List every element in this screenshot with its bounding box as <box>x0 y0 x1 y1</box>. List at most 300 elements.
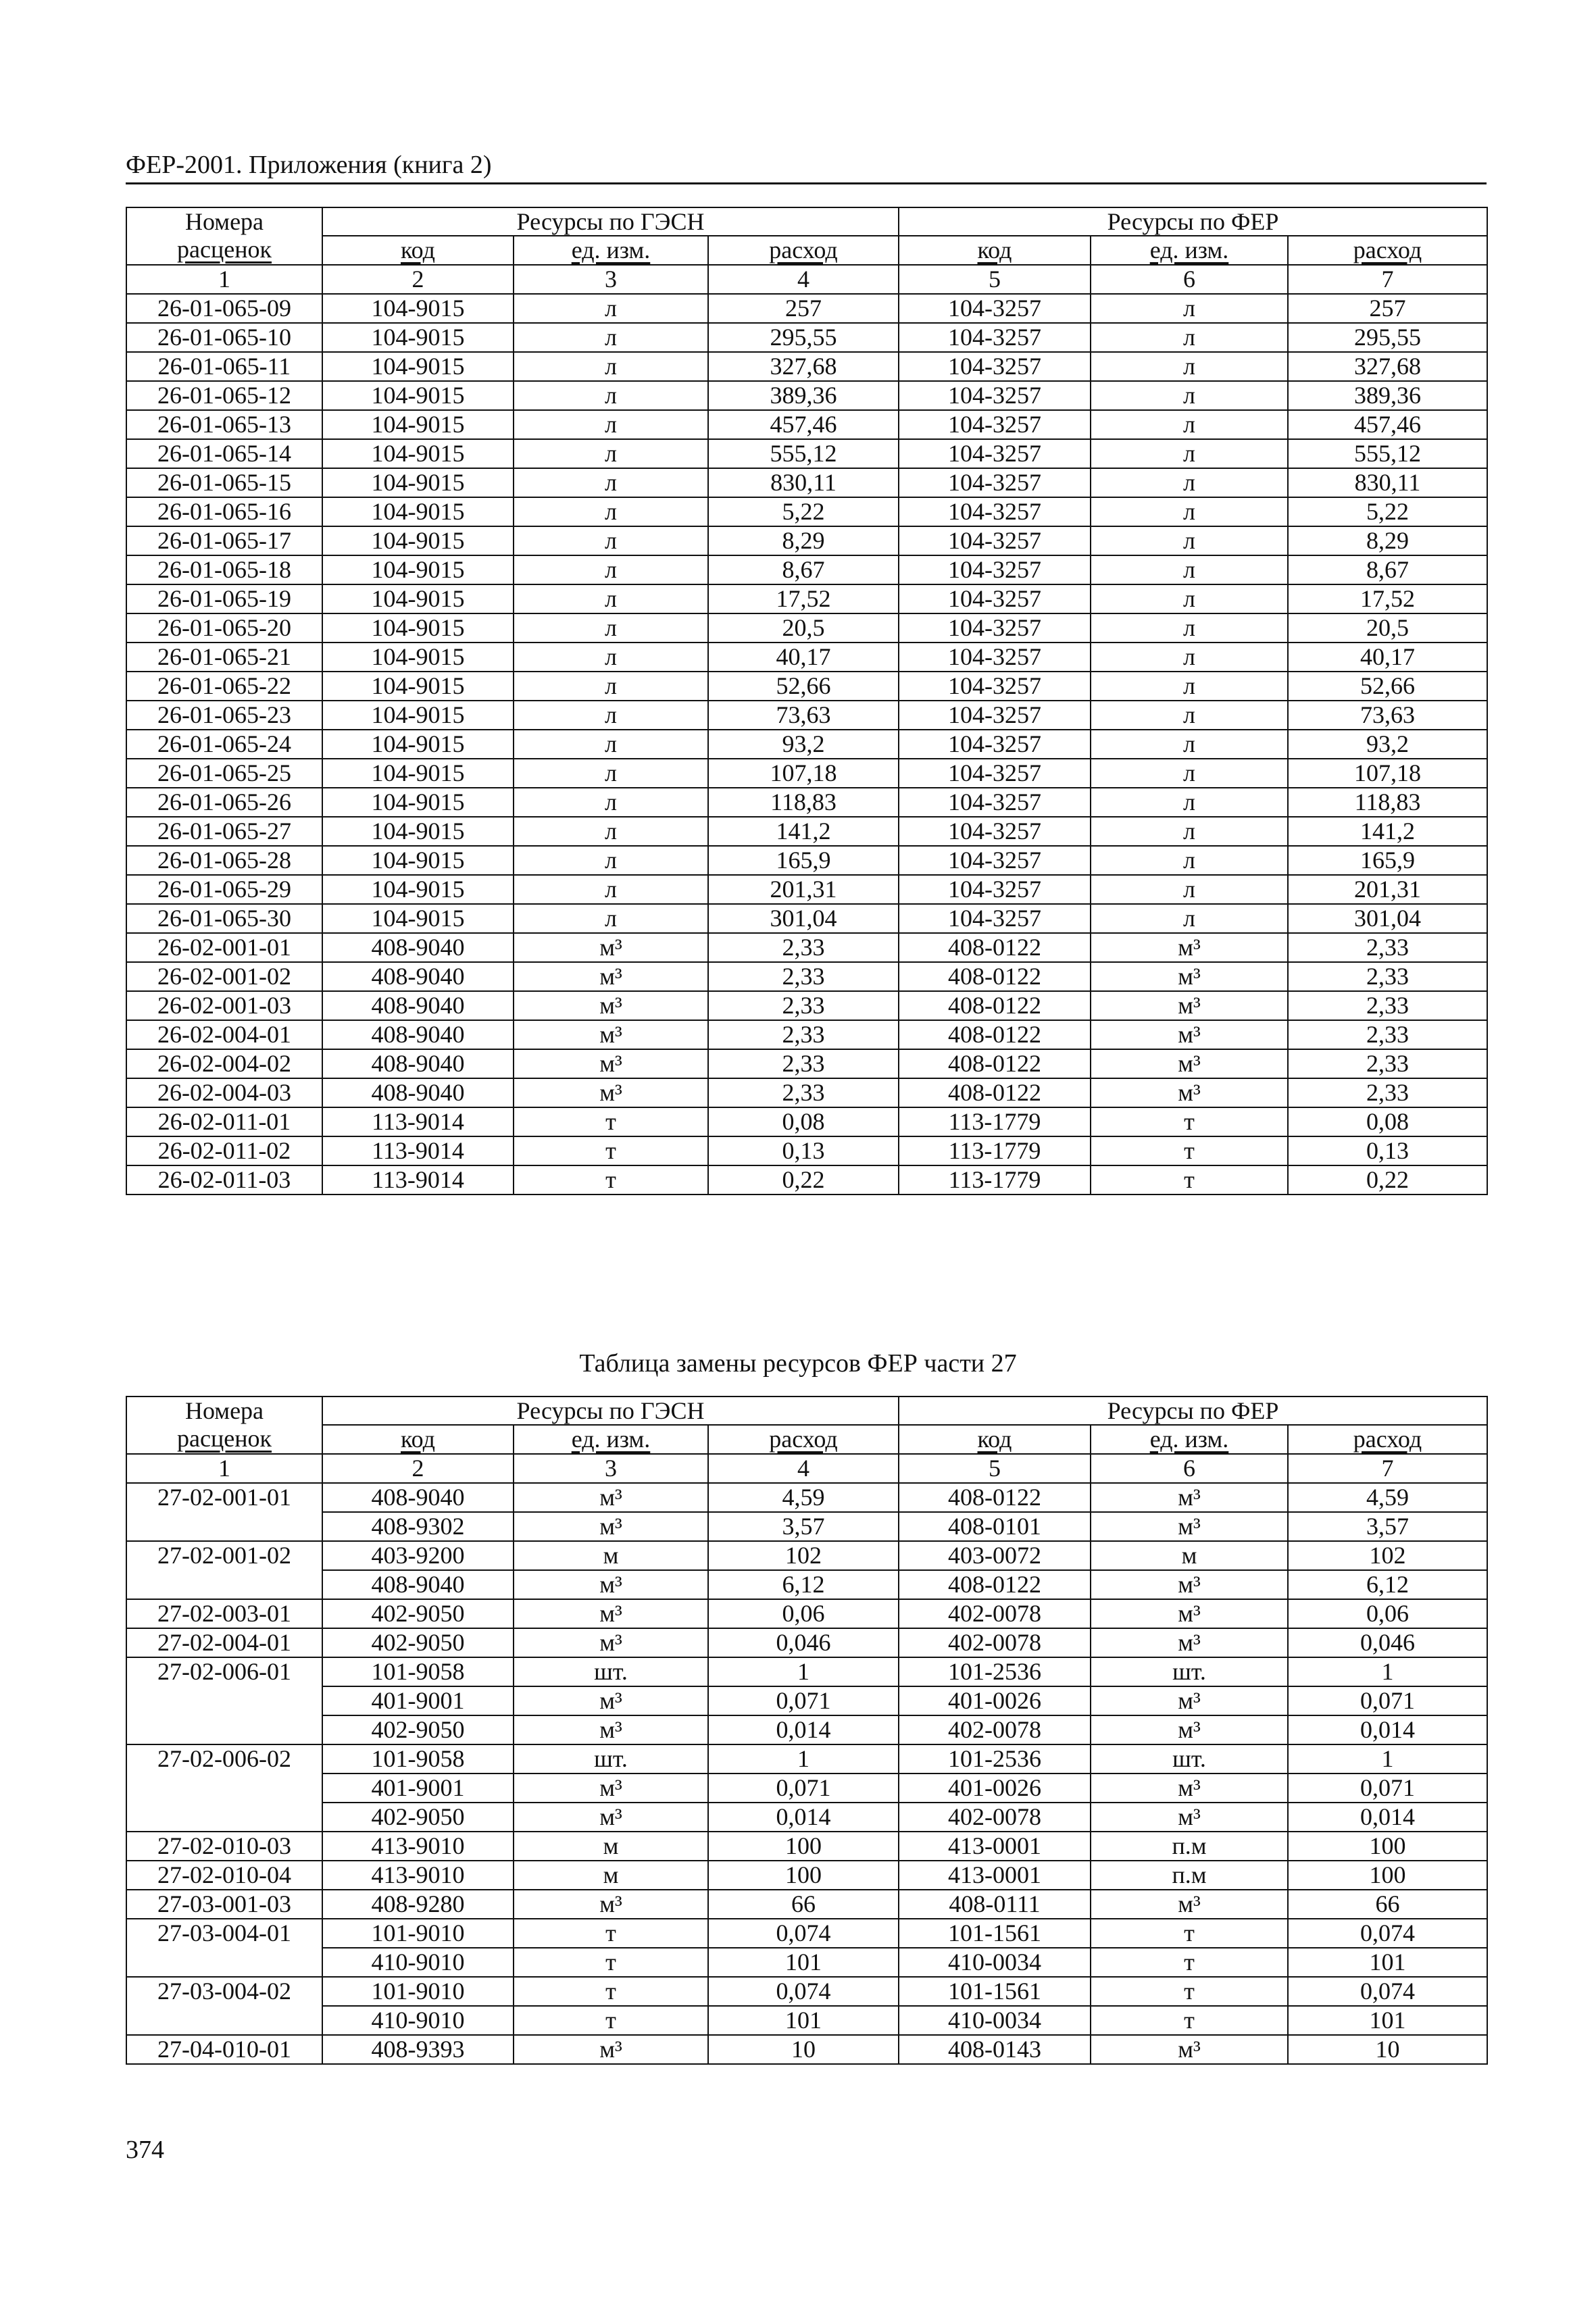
column-number: 5 <box>899 1454 1091 1483</box>
fer-unit-cell: л <box>1091 584 1288 613</box>
header-rates: расценок <box>126 1425 322 1454</box>
table-row <box>126 294 1487 323</box>
fer-amount-cell: 0,22 <box>1288 1165 1487 1194</box>
fer-amount-cell: 3,57 <box>1288 1512 1487 1541</box>
gesn-code-cell: 104-9015 <box>322 788 514 817</box>
gesn-code-cell: 408-9040 <box>322 1020 514 1049</box>
table-row <box>126 701 1487 730</box>
fer-amount-cell: 0,074 <box>1288 1919 1487 1948</box>
fer-amount-cell: 52,66 <box>1288 672 1487 701</box>
rate-number-cell: 26-02-004-01 <box>126 1020 322 1049</box>
gesn-amount-cell: 107,18 <box>708 759 899 788</box>
gesn-code-cell: 408-9040 <box>322 933 514 962</box>
fer-code-cell: 402-0078 <box>899 1715 1091 1744</box>
header-numbers: Номера <box>126 1397 322 1425</box>
gesn-code-cell: 104-9015 <box>322 701 514 730</box>
gesn-amount-cell: 555,12 <box>708 439 899 468</box>
gesn-code-cell: 413-9010 <box>322 1832 514 1861</box>
table-row <box>126 875 1487 904</box>
header-numbers: Номера <box>126 207 322 236</box>
fer-unit-cell: шт. <box>1091 1657 1288 1686</box>
fer-amount-cell: 295,55 <box>1288 323 1487 352</box>
fer-code-cell: 104-3257 <box>899 701 1091 730</box>
fer-unit-cell: м³ <box>1091 1483 1288 1512</box>
gesn-unit-cell: л <box>514 875 708 904</box>
gesn-amount-cell: 1 <box>708 1744 899 1774</box>
fer-unit-cell: м³ <box>1091 962 1288 991</box>
fer-code-cell: 402-0078 <box>899 1628 1091 1657</box>
fer-unit-cell: м³ <box>1091 1686 1288 1715</box>
table-row <box>126 439 1487 468</box>
table-row <box>126 1686 1487 1715</box>
gesn-unit-cell: л <box>514 730 708 759</box>
gesn-unit-cell: м³ <box>514 1570 708 1599</box>
fer-code-cell: 104-3257 <box>899 381 1091 410</box>
fer-code-cell: 402-0078 <box>899 1803 1091 1832</box>
table-row <box>126 1512 1487 1541</box>
table-row <box>126 352 1487 381</box>
fer-unit-cell: м <box>1091 1541 1288 1570</box>
gesn-code-cell: 104-9015 <box>322 759 514 788</box>
fer-amount-cell: 457,46 <box>1288 410 1487 439</box>
rate-number-cell: 26-01-065-20 <box>126 613 322 643</box>
fer-code-cell: 408-0122 <box>899 933 1091 962</box>
fer-unit-cell: м³ <box>1091 2035 1288 2064</box>
column-number: 7 <box>1288 265 1487 294</box>
column-number: 6 <box>1091 265 1288 294</box>
table-row <box>126 933 1487 962</box>
fer-code-cell: 402-0078 <box>899 1599 1091 1628</box>
gesn-unit-cell: м³ <box>514 1483 708 1512</box>
fer-code-cell: 104-3257 <box>899 497 1091 526</box>
table-row <box>126 2006 1487 2035</box>
gesn-code-cell: 104-9015 <box>322 526 514 555</box>
fer-amount-cell: 555,12 <box>1288 439 1487 468</box>
rate-number-cell: 26-01-065-18 <box>126 555 322 584</box>
header-fer-group: Ресурсы по ФЕР <box>899 207 1487 236</box>
fer-unit-cell: л <box>1091 846 1288 875</box>
gesn-unit-cell: л <box>514 788 708 817</box>
table-row <box>126 1541 1487 1570</box>
rate-number-cell: 26-02-001-03 <box>126 991 322 1020</box>
column-number: 3 <box>514 1454 708 1483</box>
gesn-amount-cell: 101 <box>708 1948 899 1977</box>
fer-amount-cell: 0,074 <box>1288 1977 1487 2006</box>
header-column-label: расход <box>708 1425 899 1454</box>
column-number: 4 <box>708 265 899 294</box>
gesn-amount-cell: 2,33 <box>708 1049 899 1078</box>
gesn-unit-cell: м³ <box>514 1686 708 1715</box>
rate-number-cell: 26-01-065-13 <box>126 410 322 439</box>
gesn-code-cell: 104-9015 <box>322 410 514 439</box>
fer-code-cell: 104-3257 <box>899 875 1091 904</box>
gesn-unit-cell: л <box>514 672 708 701</box>
fer-unit-cell: л <box>1091 788 1288 817</box>
table-row <box>126 1919 1487 1948</box>
gesn-amount-cell: 0,046 <box>708 1628 899 1657</box>
gesn-unit-cell: т <box>514 1919 708 1948</box>
gesn-unit-cell: м³ <box>514 991 708 1020</box>
gesn-unit-cell: м³ <box>514 1049 708 1078</box>
gesn-unit-cell: м³ <box>514 1628 708 1657</box>
rate-number-cell: 26-01-065-12 <box>126 381 322 410</box>
gesn-unit-cell: л <box>514 817 708 846</box>
rate-number-cell: 26-02-004-03 <box>126 1078 322 1107</box>
header-column-label: ед. изм. <box>1091 236 1288 265</box>
fer-unit-cell: л <box>1091 439 1288 468</box>
fer-amount-cell: 2,33 <box>1288 1020 1487 1049</box>
gesn-code-cell: 408-9393 <box>322 2035 514 2064</box>
fer-amount-cell: 102 <box>1288 1541 1487 1570</box>
fer-code-cell: 104-3257 <box>899 730 1091 759</box>
gesn-unit-cell: шт. <box>514 1744 708 1774</box>
rate-number-cell: 27-04-010-01 <box>126 2035 322 2064</box>
rate-number-cell: 26-01-065-25 <box>126 759 322 788</box>
header-fer-group: Ресурсы по ФЕР <box>899 1397 1487 1425</box>
table-row <box>126 1803 1487 1832</box>
fer-amount-cell: 327,68 <box>1288 352 1487 381</box>
gesn-unit-cell: м <box>514 1832 708 1861</box>
column-number: 1 <box>126 265 322 294</box>
header-row-groups <box>126 1397 1487 1425</box>
rate-number-cell: 26-02-004-02 <box>126 1049 322 1078</box>
column-number: 2 <box>322 1454 514 1483</box>
table-body <box>126 294 1487 1194</box>
gesn-code-cell: 408-9040 <box>322 1570 514 1599</box>
gesn-amount-cell: 10 <box>708 2035 899 2064</box>
gesn-code-cell: 104-9015 <box>322 643 514 672</box>
gesn-code-cell: 402-9050 <box>322 1628 514 1657</box>
fer-unit-cell: т <box>1091 1165 1288 1194</box>
table-row <box>126 2035 1487 2064</box>
gesn-amount-cell: 101 <box>708 2006 899 2035</box>
rate-number-cell: 26-01-065-30 <box>126 904 322 933</box>
rate-number-cell: 26-01-065-15 <box>126 468 322 497</box>
fer-code-cell: 101-1561 <box>899 1919 1091 1948</box>
fer-unit-cell: л <box>1091 497 1288 526</box>
gesn-unit-cell: м³ <box>514 1803 708 1832</box>
gesn-code-cell: 104-9015 <box>322 817 514 846</box>
fer-code-cell: 104-3257 <box>899 672 1091 701</box>
gesn-code-cell: 408-9040 <box>322 1078 514 1107</box>
table-head <box>126 207 1487 294</box>
fer-unit-cell: л <box>1091 410 1288 439</box>
gesn-code-cell: 104-9015 <box>322 294 514 323</box>
table-body <box>126 1483 1487 2064</box>
fer-unit-cell: м³ <box>1091 991 1288 1020</box>
table-row <box>126 1890 1487 1919</box>
rate-number-cell: 26-02-001-02 <box>126 962 322 991</box>
gesn-unit-cell: м³ <box>514 1512 708 1541</box>
gesn-unit-cell: л <box>514 904 708 933</box>
table-row <box>126 817 1487 846</box>
gesn-amount-cell: 93,2 <box>708 730 899 759</box>
fer-unit-cell: м³ <box>1091 1774 1288 1803</box>
column-number: 1 <box>126 1454 322 1483</box>
gesn-unit-cell: м³ <box>514 1715 708 1744</box>
fer-amount-cell: 40,17 <box>1288 643 1487 672</box>
rate-number-cell: 27-02-010-04 <box>126 1861 322 1890</box>
gesn-amount-cell: 830,11 <box>708 468 899 497</box>
fer-code-cell: 408-0122 <box>899 1483 1091 1512</box>
gesn-code-cell: 104-9015 <box>322 730 514 759</box>
fer-unit-cell: т <box>1091 1136 1288 1165</box>
fer-code-cell: 104-3257 <box>899 439 1091 468</box>
gesn-unit-cell: т <box>514 1977 708 2006</box>
fer-code-cell: 408-0122 <box>899 1020 1091 1049</box>
fer-unit-cell: л <box>1091 613 1288 643</box>
table-row <box>126 1744 1487 1774</box>
fer-unit-cell: л <box>1091 294 1288 323</box>
gesn-unit-cell: л <box>514 846 708 875</box>
fer-amount-cell: 201,31 <box>1288 875 1487 904</box>
gesn-code-cell: 402-9050 <box>322 1715 514 1744</box>
fer-unit-cell: м³ <box>1091 1803 1288 1832</box>
gesn-code-cell: 410-9010 <box>322 1948 514 1977</box>
gesn-amount-cell: 118,83 <box>708 788 899 817</box>
table-row <box>126 904 1487 933</box>
fer-amount-cell: 1 <box>1288 1744 1487 1774</box>
table-row <box>126 526 1487 555</box>
fer-amount-cell: 301,04 <box>1288 904 1487 933</box>
fer-code-cell: 113-1779 <box>899 1136 1091 1165</box>
rate-number-cell: 26-01-065-17 <box>126 526 322 555</box>
fer-amount-cell: 20,5 <box>1288 613 1487 643</box>
fer-amount-cell: 100 <box>1288 1832 1487 1861</box>
column-number: 6 <box>1091 1454 1288 1483</box>
fer-amount-cell: 830,11 <box>1288 468 1487 497</box>
gesn-code-cell: 104-9015 <box>322 439 514 468</box>
gesn-code-cell: 104-9015 <box>322 904 514 933</box>
fer-code-cell: 408-0122 <box>899 1570 1091 1599</box>
fer-amount-cell: 2,33 <box>1288 962 1487 991</box>
header-row-columns <box>126 1425 1487 1454</box>
table-row <box>126 1657 1487 1686</box>
gesn-amount-cell: 141,2 <box>708 817 899 846</box>
fer-unit-cell: л <box>1091 875 1288 904</box>
table-row <box>126 1774 1487 1803</box>
gesn-code-cell: 104-9015 <box>322 497 514 526</box>
fer-code-cell: 408-0122 <box>899 991 1091 1020</box>
gesn-code-cell: 402-9050 <box>322 1803 514 1832</box>
fer-code-cell: 104-3257 <box>899 788 1091 817</box>
rate-number-cell: 26-02-001-01 <box>126 933 322 962</box>
fer-code-cell: 408-0122 <box>899 1078 1091 1107</box>
fer-unit-cell: т <box>1091 1919 1288 1948</box>
fer-amount-cell: 8,29 <box>1288 526 1487 555</box>
gesn-amount-cell: 2,33 <box>708 991 899 1020</box>
gesn-amount-cell: 257 <box>708 294 899 323</box>
table-row <box>126 1977 1487 2006</box>
gesn-amount-cell: 40,17 <box>708 643 899 672</box>
fer-code-cell: 113-1779 <box>899 1107 1091 1136</box>
table-row <box>126 1570 1487 1599</box>
fer-code-cell: 104-3257 <box>899 294 1091 323</box>
fer-amount-cell: 0,06 <box>1288 1599 1487 1628</box>
table-row <box>126 1049 1487 1078</box>
fer-code-cell: 104-3257 <box>899 817 1091 846</box>
rate-number-cell: 27-02-001-01 <box>126 1483 322 1541</box>
gesn-amount-cell: 100 <box>708 1832 899 1861</box>
gesn-code-cell: 101-9058 <box>322 1744 514 1774</box>
table-row <box>126 788 1487 817</box>
gesn-unit-cell: л <box>514 526 708 555</box>
fer-code-cell: 408-0122 <box>899 1049 1091 1078</box>
gesn-code-cell: 401-9001 <box>322 1774 514 1803</box>
gesn-amount-cell: 0,074 <box>708 1977 899 2006</box>
header-column-label: ед. изм. <box>1091 1425 1288 1454</box>
fer-code-cell: 104-3257 <box>899 323 1091 352</box>
fer-amount-cell: 100 <box>1288 1861 1487 1890</box>
rate-number-cell: 26-01-065-29 <box>126 875 322 904</box>
gesn-code-cell: 104-9015 <box>322 846 514 875</box>
fer-amount-cell: 389,36 <box>1288 381 1487 410</box>
table-row <box>126 643 1487 672</box>
gesn-code-cell: 101-9010 <box>322 1977 514 2006</box>
gesn-amount-cell: 5,22 <box>708 497 899 526</box>
gesn-code-cell: 104-9015 <box>322 613 514 643</box>
gesn-code-cell: 408-9040 <box>322 962 514 991</box>
gesn-amount-cell: 0,22 <box>708 1165 899 1194</box>
gesn-unit-cell: шт. <box>514 1657 708 1686</box>
fer-amount-cell: 5,22 <box>1288 497 1487 526</box>
column-number: 3 <box>514 265 708 294</box>
gesn-amount-cell: 52,66 <box>708 672 899 701</box>
gesn-amount-cell: 20,5 <box>708 613 899 643</box>
fer-unit-cell: л <box>1091 904 1288 933</box>
rate-number-cell: 26-01-065-14 <box>126 439 322 468</box>
fer-amount-cell: 107,18 <box>1288 759 1487 788</box>
fer-unit-cell: л <box>1091 672 1288 701</box>
table-row <box>126 730 1487 759</box>
header-column-label: код <box>322 1425 514 1454</box>
gesn-unit-cell: м³ <box>514 2035 708 2064</box>
gesn-code-cell: 104-9015 <box>322 468 514 497</box>
header-column-label: ед. изм. <box>514 1425 708 1454</box>
gesn-unit-cell: м³ <box>514 1020 708 1049</box>
gesn-amount-cell: 2,33 <box>708 933 899 962</box>
table-row <box>126 1628 1487 1657</box>
rate-number-cell: 27-02-003-01 <box>126 1599 322 1628</box>
fer-amount-cell: 101 <box>1288 2006 1487 2035</box>
header-row-numbers <box>126 1454 1487 1483</box>
table-row <box>126 1020 1487 1049</box>
table-row <box>126 410 1487 439</box>
fer-code-cell: 104-3257 <box>899 613 1091 643</box>
fer-code-cell: 408-0122 <box>899 962 1091 991</box>
gesn-code-cell: 408-9040 <box>322 991 514 1020</box>
fer-unit-cell: м³ <box>1091 1020 1288 1049</box>
fer-unit-cell: л <box>1091 323 1288 352</box>
gesn-code-cell: 401-9001 <box>322 1686 514 1715</box>
gesn-amount-cell: 2,33 <box>708 1078 899 1107</box>
column-number: 5 <box>899 265 1091 294</box>
gesn-unit-cell: т <box>514 1136 708 1165</box>
gesn-unit-cell: л <box>514 352 708 381</box>
fer-code-cell: 101-2536 <box>899 1744 1091 1774</box>
fer-code-cell: 403-0072 <box>899 1541 1091 1570</box>
fer-unit-cell: т <box>1091 2006 1288 2035</box>
fer-amount-cell: 66 <box>1288 1890 1487 1919</box>
gesn-code-cell: 408-9280 <box>322 1890 514 1919</box>
fer-code-cell: 104-3257 <box>899 846 1091 875</box>
rate-number-cell: 26-01-065-10 <box>126 323 322 352</box>
fer-code-cell: 401-0026 <box>899 1774 1091 1803</box>
header-column-label: расход <box>708 236 899 265</box>
gesn-amount-cell: 0,014 <box>708 1803 899 1832</box>
table-row <box>126 1078 1487 1107</box>
header-column-label: код <box>899 1425 1091 1454</box>
fer-amount-cell: 93,2 <box>1288 730 1487 759</box>
table-row <box>126 1861 1487 1890</box>
rate-number-cell: 27-02-001-02 <box>126 1541 322 1599</box>
fer-code-cell: 113-1779 <box>899 1165 1091 1194</box>
gesn-unit-cell: л <box>514 468 708 497</box>
table-row <box>126 672 1487 701</box>
rate-number-cell: 27-03-004-01 <box>126 1919 322 1977</box>
gesn-amount-cell: 327,68 <box>708 352 899 381</box>
fer-code-cell: 101-2536 <box>899 1657 1091 1686</box>
gesn-amount-cell: 66 <box>708 1890 899 1919</box>
table-row <box>126 468 1487 497</box>
table-row <box>126 381 1487 410</box>
fer-amount-cell: 2,33 <box>1288 1078 1487 1107</box>
fer-unit-cell: шт. <box>1091 1744 1288 1774</box>
gesn-amount-cell: 0,13 <box>708 1136 899 1165</box>
gesn-amount-cell: 8,67 <box>708 555 899 584</box>
gesn-amount-cell: 2,33 <box>708 962 899 991</box>
fer-amount-cell: 165,9 <box>1288 846 1487 875</box>
column-number: 7 <box>1288 1454 1487 1483</box>
gesn-amount-cell: 0,071 <box>708 1686 899 1715</box>
rate-number-cell: 26-01-065-16 <box>126 497 322 526</box>
fer-code-cell: 408-0111 <box>899 1890 1091 1919</box>
header-column-label: код <box>899 236 1091 265</box>
column-number: 2 <box>322 265 514 294</box>
gesn-code-cell: 104-9015 <box>322 352 514 381</box>
fer-code-cell: 104-3257 <box>899 526 1091 555</box>
gesn-code-cell: 101-9058 <box>322 1657 514 1686</box>
gesn-unit-cell: л <box>514 555 708 584</box>
table-row <box>126 759 1487 788</box>
gesn-unit-cell: т <box>514 2006 708 2035</box>
fer-code-cell: 104-3257 <box>899 352 1091 381</box>
gesn-unit-cell: м³ <box>514 1890 708 1919</box>
table-row <box>126 1832 1487 1861</box>
gesn-unit-cell: т <box>514 1948 708 1977</box>
rate-number-cell: 26-01-065-23 <box>126 701 322 730</box>
gesn-amount-cell: 102 <box>708 1541 899 1570</box>
table-caption: Таблица замены ресурсов ФЕР части 27 <box>579 1349 1017 1378</box>
fer-unit-cell: м³ <box>1091 1890 1288 1919</box>
fer-amount-cell: 73,63 <box>1288 701 1487 730</box>
fer-amount-cell: 2,33 <box>1288 991 1487 1020</box>
rate-number-cell: 26-01-065-27 <box>126 817 322 846</box>
table-row <box>126 991 1487 1020</box>
gesn-unit-cell: л <box>514 613 708 643</box>
header-row-numbers <box>126 265 1487 294</box>
fer-unit-cell: м³ <box>1091 1570 1288 1599</box>
gesn-code-cell: 113-9014 <box>322 1107 514 1136</box>
fer-unit-cell: м³ <box>1091 1078 1288 1107</box>
rate-number-cell: 26-02-011-03 <box>126 1165 322 1194</box>
fer-code-cell: 413-0001 <box>899 1832 1091 1861</box>
gesn-unit-cell: л <box>514 759 708 788</box>
fer-amount-cell: 0,13 <box>1288 1136 1487 1165</box>
fer-unit-cell: м³ <box>1091 1599 1288 1628</box>
fer-code-cell: 104-3257 <box>899 468 1091 497</box>
fer-code-cell: 413-0001 <box>899 1861 1091 1890</box>
